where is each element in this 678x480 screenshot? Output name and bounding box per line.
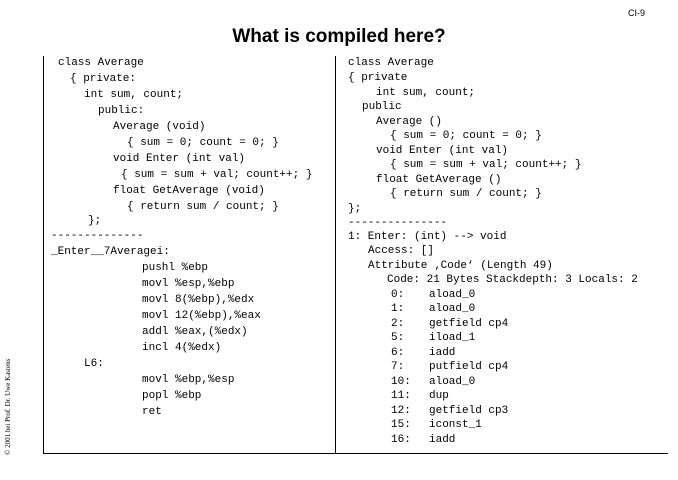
code-line: int sum, count; <box>376 87 476 99</box>
code-line: { private <box>348 72 408 84</box>
bytecode-offset: 5: <box>391 332 405 344</box>
code-line: }; <box>88 215 102 227</box>
code-line: Average () <box>376 116 443 128</box>
code-line: movl %esp,%ebp <box>142 278 235 290</box>
code-line: incl 4(%edx) <box>142 342 222 354</box>
code-line: float GetAverage () <box>376 174 502 186</box>
code-line: { sum = sum + val; count++; } <box>390 159 582 171</box>
bytecode-offset: 2: <box>391 318 405 330</box>
code-line: pushl %ebp <box>142 262 209 274</box>
code-line: { sum = 0; count = 0; } <box>390 130 542 142</box>
code-line: }; <box>348 203 362 215</box>
bytecode-instruction: iload_1 <box>429 332 476 344</box>
bytecode-instruction: dup <box>429 390 449 402</box>
code-line: -------------- <box>51 230 144 242</box>
code-line: { private: <box>70 73 137 85</box>
code-line: { sum = 0; count = 0; } <box>127 137 279 149</box>
bytecode-offset: 11: <box>391 390 411 402</box>
code-line: { return sum / count; } <box>390 188 542 200</box>
code-line: Code: 21 Bytes Stackdepth: 3 Locals: 2 <box>387 274 638 286</box>
slide-id: CI-9 <box>628 8 646 18</box>
code-line: movl %ebp,%esp <box>142 374 235 386</box>
bytecode-offset: 6: <box>391 347 405 359</box>
code-line: float GetAverage (void) <box>113 185 265 197</box>
code-line: public <box>362 101 402 113</box>
code-line: L6: <box>84 358 104 370</box>
bytecode-instruction: aload_0 <box>429 303 476 315</box>
bytecode-instruction: iadd <box>429 347 456 359</box>
code-line: 1: Enter: (int) --> void <box>348 231 507 243</box>
bytecode-instruction: putfield cp4 <box>429 361 509 373</box>
code-line: class Average <box>58 57 144 69</box>
code-line: popl %ebp <box>142 390 202 402</box>
code-line: public: <box>98 105 145 117</box>
column-divider <box>335 56 336 454</box>
code-line: Average (void) <box>113 121 206 133</box>
code-line: int sum, count; <box>84 89 184 101</box>
bytecode-offset: 16: <box>391 434 411 446</box>
bytecode-instruction: aload_0 <box>429 376 476 388</box>
code-line: class Average <box>348 57 434 69</box>
bytecode-instruction: iconst_1 <box>429 419 482 431</box>
code-line: { sum = sum + val; count++; } <box>121 169 313 181</box>
bytecode-instruction: getfield cp3 <box>429 405 509 417</box>
copyright-notice: © 2001 bei Prof. Dr. Uwe Kastens <box>4 358 12 455</box>
bytecode-offset: 15: <box>391 419 411 431</box>
bytecode-offset: 1: <box>391 303 405 315</box>
code-line: _Enter__7Averagei: <box>51 246 170 258</box>
bytecode-offset: 0: <box>391 289 405 301</box>
bytecode-instruction: iadd <box>429 434 456 446</box>
code-line: void Enter (int val) <box>376 145 509 157</box>
bytecode-instruction: getfield cp4 <box>429 318 509 330</box>
bytecode-offset: 10: <box>391 376 411 388</box>
code-line: { return sum / count; } <box>127 201 279 213</box>
code-line: movl 12(%ebp),%eax <box>142 310 261 322</box>
code-line: Access: [] <box>368 245 435 257</box>
code-line: ret <box>142 406 162 418</box>
slide-title: What is compiled here? <box>232 26 446 47</box>
bytecode-offset: 12: <box>391 405 411 417</box>
bytecode-offset: 7: <box>391 361 405 373</box>
code-line: --------------- <box>348 217 448 229</box>
code-line: void Enter (int val) <box>113 153 246 165</box>
code-line: addl %eax,(%edx) <box>142 326 248 338</box>
bytecode-instruction: aload_0 <box>429 289 476 301</box>
code-line: movl 8(%ebp),%edx <box>142 294 255 306</box>
code-line: Attribute ‚Code‘ (Length 49) <box>368 260 553 272</box>
